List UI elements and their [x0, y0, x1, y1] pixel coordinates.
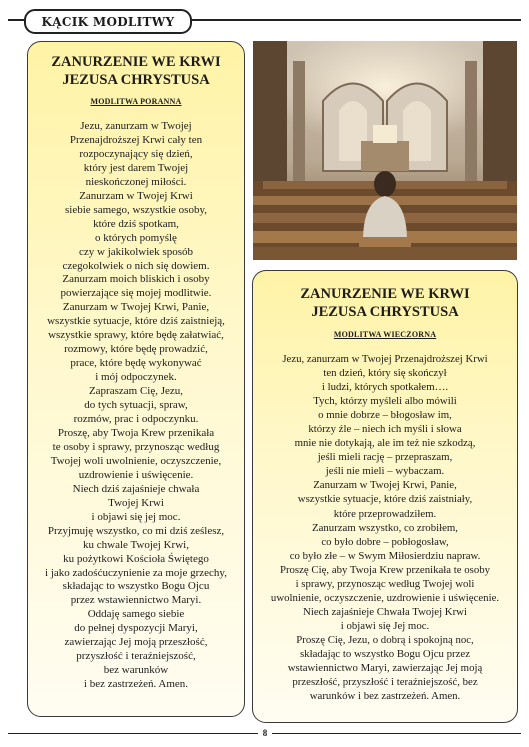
- prayer-line: ku pożytkowi Kościoła Świętego: [63, 552, 209, 565]
- prayer-line: zawierzając Jej moją przeszłość,: [64, 636, 208, 649]
- prayer-line: Twojej woli uwolnienie, oczyszczenie,: [50, 454, 222, 467]
- prayer-line: Zanurzam moich bliskich i osoby: [62, 273, 210, 286]
- prayer-line: uwolnienie, oczyszczenie, uzdrowienie i uświęcenie.: [270, 591, 500, 604]
- prayer-line: Oddaję samego siebie: [87, 608, 185, 621]
- prayer-line: Zapraszam Cię, Jezu,: [88, 385, 184, 398]
- prayer-line: jeśli nie mieli – wybaczam.: [325, 465, 445, 478]
- prayer-line: jeśli mieli rację – przepraszam,: [317, 451, 453, 464]
- prayer-line: prace, które będę wykonywać: [70, 357, 202, 370]
- prayer-line: Zanurzam w Twojej Krwi, Panie,: [313, 479, 457, 492]
- morning-title-line-2: JEZUSA CHRYSTUSA: [62, 72, 210, 88]
- prayer-line: którzy źle – niech ich myśli i słowa: [308, 423, 462, 436]
- prayer-line: mnie nie dotykają, ale im też nie szkodzą,: [294, 437, 476, 450]
- prayer-line: do pełnej dyspozycji Maryi,: [74, 622, 198, 635]
- prayer-line: powierzające się mojej modlitwie.: [60, 287, 212, 300]
- morning-prayer-text: [33, 120, 239, 692]
- prayer-line: o mnie dobrze – błogosław im,: [318, 409, 452, 422]
- prayer-line: wszystkie sytuacje, które dziś zaistnieją,: [47, 315, 225, 328]
- evening-prayer-subtitle: MODLITWA WIECZORNA: [333, 330, 437, 339]
- prayer-line: i mój odpoczynek.: [95, 371, 177, 384]
- prayer-line: i objawi się jej moc.: [91, 510, 181, 523]
- prayer-line: czegokolwiek o nich się dowiem.: [62, 259, 210, 272]
- prayer-line: składając to wszystko Bogu Ojcu przez: [299, 647, 470, 660]
- prayer-line: czy w jakikolwiek sposób: [79, 245, 193, 258]
- prayer-line: Przyjmuję wszystko, co mi dziś ześlesz,: [47, 524, 225, 537]
- prayer-line: nieskończonej miłości.: [85, 175, 187, 188]
- prayer-line: i sprawy, przynosząc według Twojej woli: [295, 577, 475, 590]
- prayer-line: wstawiennictwo Maryi, zawierzając Jej moją: [287, 662, 483, 675]
- prayer-line: uzdrowienie i uświęcenie.: [78, 468, 194, 481]
- prayer-line: Jezu, zanurzam w Twojej Przenajdroższej Krwi: [282, 353, 488, 365]
- prayer-line: siebie samego, wszystkie osoby,: [65, 203, 207, 216]
- prayer-line: wszystkie sytuacje, które dziś zaistniały,: [297, 493, 473, 506]
- prayer-line: który jest darem Twojej: [83, 161, 189, 174]
- church-photo: [253, 41, 517, 260]
- prayer-line: te osoby i sprawy, przynosząc według: [52, 440, 220, 453]
- prayer-line: Tych, którzy myśleli albo mówili: [313, 395, 457, 408]
- prayer-line: Jezu, zanurzam w Twojej: [80, 120, 192, 132]
- prayer-line: do tych sytuacji, spraw,: [84, 399, 188, 412]
- prayer-line: Niech zajaśnieje Chwała Twojej Krwi: [303, 605, 467, 618]
- prayer-line: przeszłość, przyszłość i teraźniejszość, bez: [292, 676, 478, 689]
- prayer-line: ten dzień, który się skończył: [323, 367, 447, 380]
- prayer-line: i objawi się Jej moc.: [340, 619, 430, 632]
- prayer-line: Zanurzam wszystko, co zrobiłem,: [311, 521, 458, 534]
- evening-title-line-2: JEZUSA CHRYSTUSA: [311, 304, 459, 320]
- prayer-line: Niech dziś zajaśnieje chwała: [72, 482, 200, 495]
- prayer-line: przyszłość i teraźniejszość,: [76, 650, 196, 663]
- morning-prayer-title: [33, 53, 239, 89]
- evening-prayer-panel: [252, 270, 518, 723]
- morning-prayer-subtitle: MODLITWA PORANNA: [90, 97, 182, 106]
- morning-prayer-panel: [27, 41, 245, 717]
- prayer-line: które przeprowadziłem.: [333, 507, 437, 520]
- evening-title-line-1: ZANURZENIE WE KRWI: [300, 286, 470, 302]
- prayer-line: Proszę Cię, Jezu, o dobrą i spokojną noc,: [296, 633, 474, 646]
- prayer-line: Zanurzam w Twojej Krwi, Panie,: [62, 301, 210, 314]
- prayer-line: i jako zadośćuczynienie za moje grzechy,: [45, 566, 227, 579]
- prayer-line: i bez zastrzeżeń. Amen.: [83, 678, 189, 691]
- prayer-line: Twojej Krwi: [108, 496, 164, 509]
- prayer-line: bez warunków: [103, 664, 169, 677]
- prayer-line: o których pomyślę: [95, 231, 177, 244]
- prayer-line: Zanurzam w Twojej Krwi: [79, 189, 193, 202]
- prayer-line: warunków i bez zastrzeżeń. Amen.: [309, 690, 461, 703]
- prayer-line: rozmów, prac i odpoczynku.: [73, 413, 199, 426]
- prayer-line: Proszę, aby Twoja Krew przenikała: [57, 426, 215, 439]
- prayer-line: które dziś spotkam,: [93, 217, 179, 230]
- section-title: KĄCIK MODLITWY: [24, 9, 192, 34]
- evening-prayer-text: [257, 352, 513, 703]
- prayer-line: składając to wszystko Bogu Ojcu: [62, 580, 210, 593]
- prayer-line: Przenajdroższej Krwi cały ten: [69, 133, 203, 146]
- prayer-line: przez wstawiennictwo Maryi.: [70, 594, 202, 607]
- prayer-line: ku chwale Twojej Krwi,: [83, 538, 189, 551]
- prayer-line: co było dobre – pobłogosław,: [321, 535, 449, 548]
- prayer-line: co było złe – w Swym Miłosierdziu napraw.: [289, 549, 481, 562]
- prayer-line: wszystkie sprawy, które będę załatwiać,: [48, 329, 224, 342]
- prayer-line: i ludzi, których spotkałem….: [321, 381, 449, 394]
- page-number: 8: [258, 727, 272, 739]
- morning-title-line-1: ZANURZENIE WE KRWI: [51, 54, 221, 70]
- prayer-line: rozpoczynający się dzień,: [79, 147, 193, 160]
- prayer-line: rozmowy, które będę prowadzić,: [64, 343, 208, 356]
- evening-prayer-title: [257, 285, 513, 321]
- prayer-line: Proszę Cię, aby Twoja Krew przenikała te osoby: [279, 563, 491, 576]
